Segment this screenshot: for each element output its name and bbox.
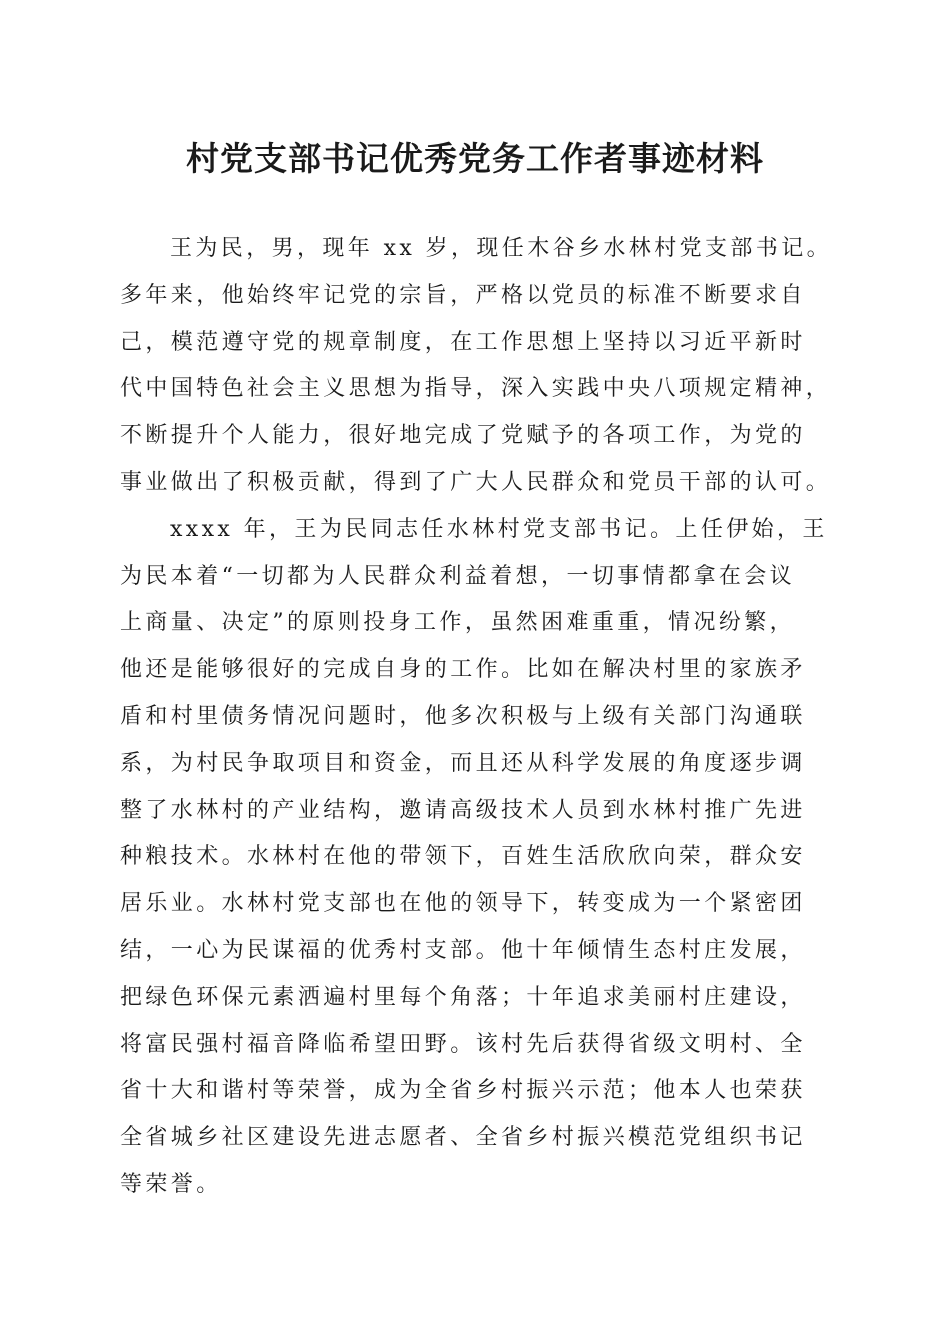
paragraph-line: 全省城乡社区建设先进志愿者、全省乡村振兴模范党组织书记 xyxy=(120,1125,806,1151)
paragraph-line: 结，一心为民谋福的优秀村支部。他十年倾情生态村庄发展， xyxy=(120,937,806,963)
document-title: 村党支部书记优秀党务工作者事迹材料 xyxy=(186,139,764,178)
document-body xyxy=(120,226,833,1209)
paragraph-line: 系，为村民争取项目和资金，而且还从科学发展的角度逐步调 xyxy=(120,750,806,776)
paragraph-line: 居乐业。水林村党支部也在他的领导下，转变成为一个紧密团 xyxy=(120,891,806,917)
paragraph-line: 将富民强村福音降临希望田野。该村先后获得省级文明村、全 xyxy=(120,1031,806,1057)
paragraph-line: 上商量、决定”的原则投身工作，虽然困难重重，情况纷繁， xyxy=(120,610,796,636)
paragraph-line: 代中国特色社会主义思想为指导，深入实践中央八项规定精神， xyxy=(120,376,832,402)
paragraph-line: 不断提升个人能力，很好地完成了党赋予的各项工作，为党的 xyxy=(120,423,806,449)
paragraph-line: 把绿色环保元素洒遍村里每个角落；十年追求美丽村庄建设， xyxy=(120,984,806,1010)
paragraph-line: 种粮技术。水林村在他的带领下，百姓生活欣欣向荣，群众安 xyxy=(120,844,806,870)
paragraph-line: 事业做出了积极贡献，得到了广大人民群众和党员干部的认可。 xyxy=(120,469,832,495)
paragraph-line: 为民本着“一切都为人民群众利益着想，一切事情都拿在会议 xyxy=(120,563,796,589)
paragraph-line: 王为民，男，现年 xx 岁，现任木谷乡水林村党支部书记。 xyxy=(170,236,833,261)
paragraph-line: 他还是能够很好的完成自身的工作。比如在解决村里的家族矛 xyxy=(120,657,806,683)
paragraph-1 xyxy=(120,226,833,507)
paragraph-2 xyxy=(120,507,830,1209)
paragraph-line: 多年来，他始终牢记党的宗旨，严格以党员的标准不断要求自 xyxy=(120,282,806,308)
paragraph-line: 等荣誉。 xyxy=(120,1171,222,1197)
paragraph-line: 省十大和谐村等荣誉，成为全省乡村振兴示范；他本人也荣获 xyxy=(120,1078,806,1104)
paragraph-line: 整了水林村的产业结构，邀请高级技术人员到水林村推广先进 xyxy=(120,797,806,823)
paragraph-line: 盾和村里债务情况问题时，他多次积极与上级有关部门沟通联 xyxy=(120,703,806,729)
paragraph-line: 己，模范遵守党的规章制度，在工作思想上坚持以习近平新时 xyxy=(120,329,806,355)
paragraph-line: xxxx 年，王为民同志任水林村党支部书记。上任伊始，王 xyxy=(170,516,828,542)
